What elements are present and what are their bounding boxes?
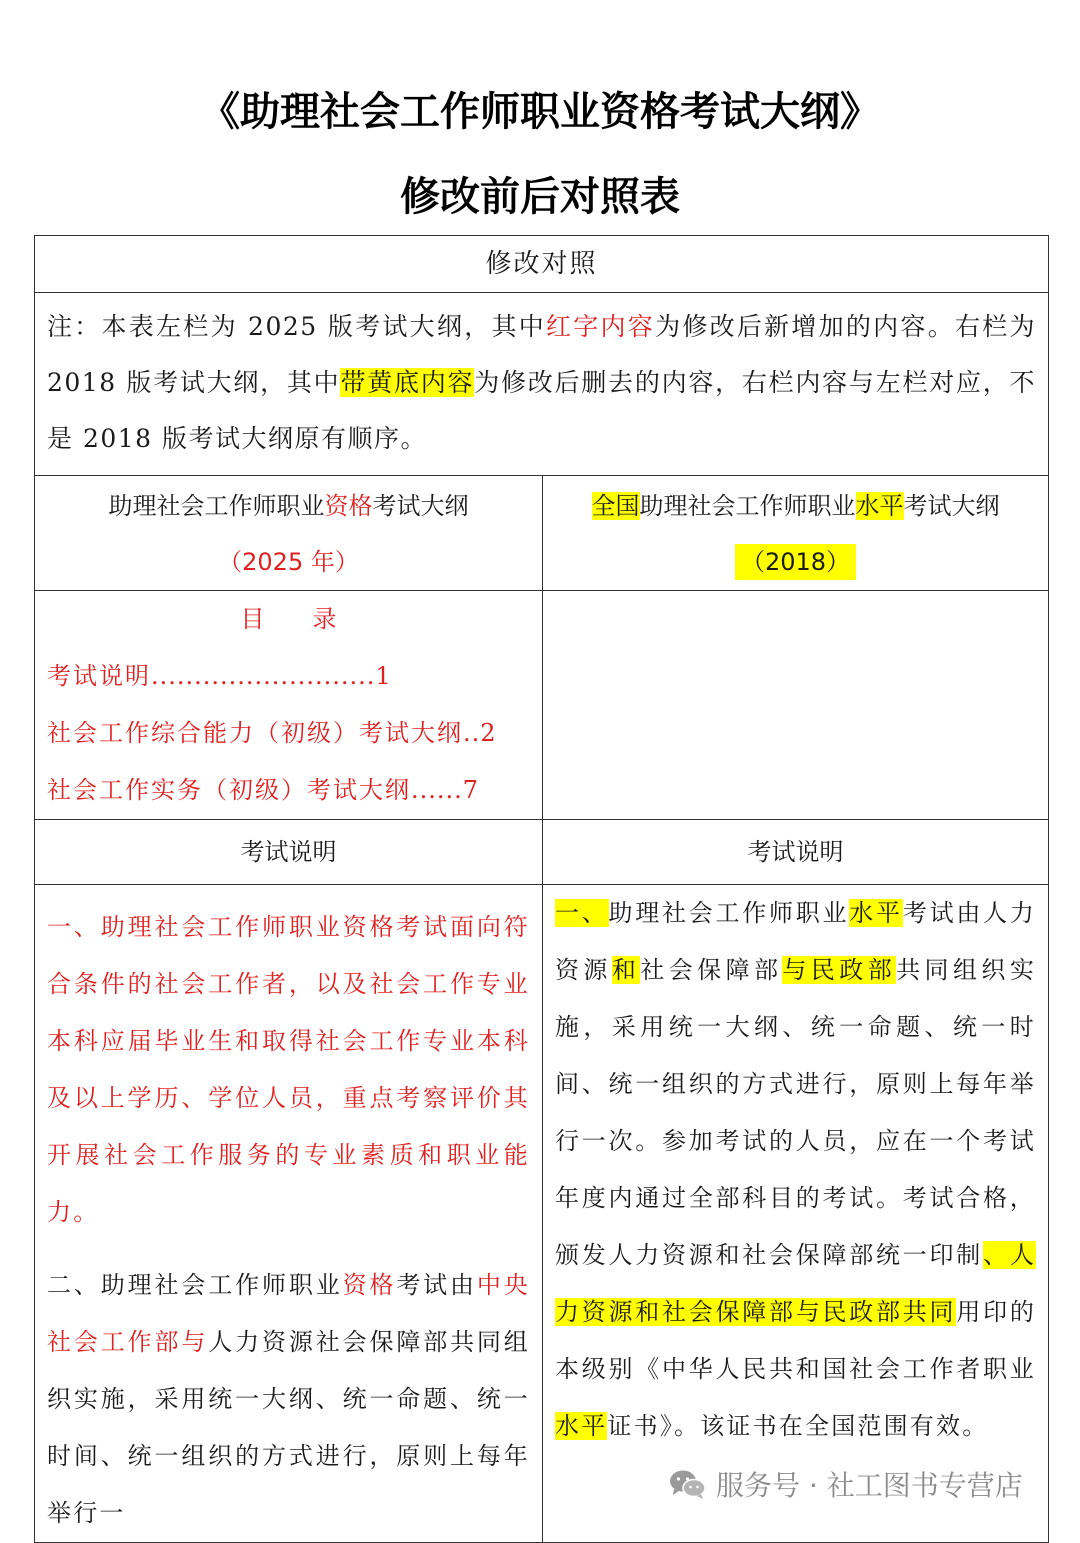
right-col-year: （2018） <box>735 544 856 580</box>
left-paragraph-2: 二、助理社会工作师职业资格考试由中央社会工作部与人力资源社会保障部共同组织实施，采用统一大纲、统一命题、统一时间、统一组织的方式进行，原则上每年举行一 <box>47 1271 531 1527</box>
comparison-table <box>34 235 1049 1543</box>
toc-item: 考试说明..........................1 <box>47 662 393 690</box>
right-section-heading: 考试说明 <box>543 820 1049 885</box>
left-body <box>35 885 543 1543</box>
watermark <box>668 1462 1023 1506</box>
right-paragraph: 一、助理社会工作师职业水平考试由人力资源和社会保障部与民政部共同组织实施，采用统一大纲、统一命题、统一时间、统一组织的方式进行，原则上每年举行一次。参加考试的人员，应在一个考试年度内通过全部科目的考试。考试合格，颁发人力资源和社会保障部统一印制、人力资源和社会保障部与民政部共同用印的本级别《中华人民共和国社会工作者职业水平证书》。该证书在全国范围有效。 <box>555 899 1037 1440</box>
left-col-title-red: 资格 <box>324 492 373 520</box>
document-subtitle: 修改前后对照表 <box>400 173 680 220</box>
toc-item: 社会工作综合能力（初级）考试大纲..2 <box>47 719 498 747</box>
document-title: 《助理社会工作师职业资格考试大纲》 <box>200 88 880 135</box>
right-col-title-hl: 全国 <box>591 492 640 520</box>
left-col-year: （2025 年） <box>218 548 359 576</box>
left-section-heading: 考试说明 <box>35 820 543 885</box>
note-red-text: 红字内容 <box>546 312 656 341</box>
toc-item: 社会工作实务（初级）考试大纲......7 <box>47 776 481 804</box>
watermark-text: 服务号 · 社工图书专营店 <box>716 1469 1023 1502</box>
left-column-header <box>35 476 543 591</box>
left-paragraph-1: 一、助理社会工作师职业资格考试面向符合条件的社会工作者，以及社会工作专业本科应届毕业生和取得社会工作专业本科及以上学历、学位人员，重点考察评价其开展社会工作服务的专业素质和职业能力。 <box>47 913 530 1226</box>
note-yellow-text: 带黄底内容 <box>340 368 475 397</box>
toc-title: 目 录 <box>240 605 337 633</box>
note-text: 注：本表左栏为 2025 版考试大纲，其中 <box>47 312 546 341</box>
empty-cell <box>543 591 1049 820</box>
left-col-title: 助理社会工作师职业 <box>108 492 325 520</box>
wechat-icon <box>668 1468 706 1500</box>
right-body <box>543 885 1049 1543</box>
table-header: 修改对照 <box>35 236 1049 293</box>
table-of-contents <box>35 591 543 820</box>
note-text: 为修改后删去的内容，右栏内容与左栏对应，不是 2018 版考试大纲原有顺序。 <box>47 368 1036 453</box>
left-col-title: 考试大纲 <box>372 492 469 520</box>
table-note <box>35 293 1049 476</box>
right-col-title-hl: 水平 <box>855 492 904 520</box>
right-col-title: 助理社会工作师职业 <box>639 492 856 520</box>
right-column-header <box>543 476 1049 591</box>
note-text: 为修改后新增加的内容。右栏为 2018 版考试大纲，其中 <box>47 312 1036 397</box>
right-col-title: 考试大纲 <box>903 492 1000 520</box>
